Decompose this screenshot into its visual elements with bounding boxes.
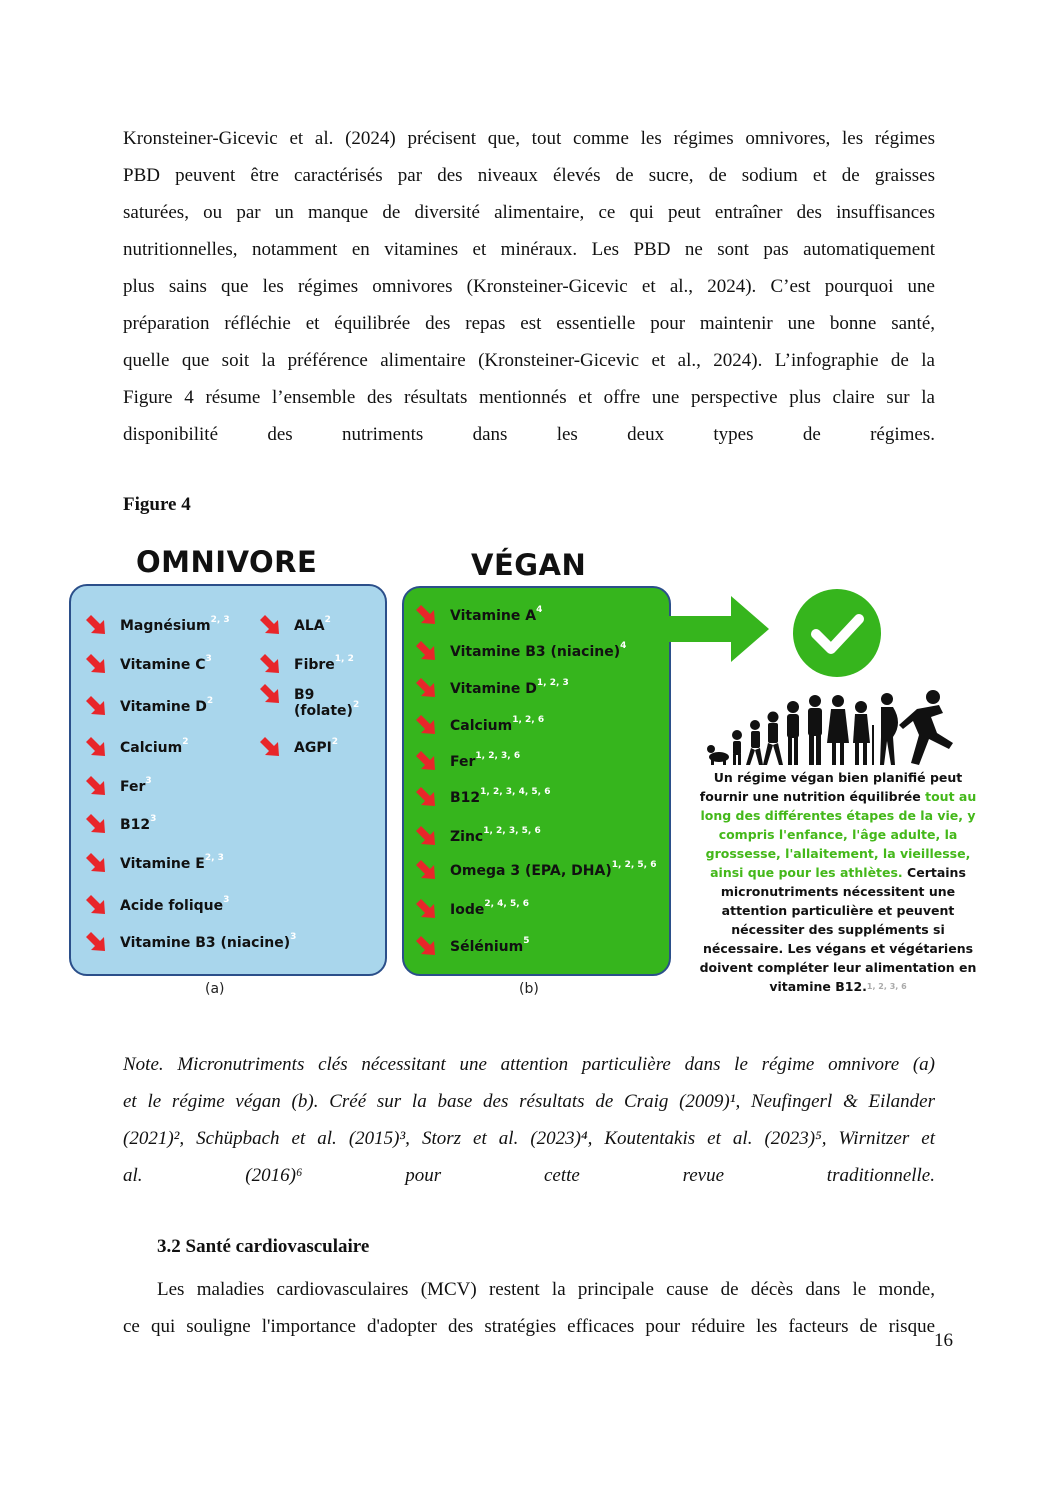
nutrient-name: Vitamine D — [450, 681, 537, 697]
nutrient-references: 2, 4, 5, 6 — [484, 899, 530, 909]
body-paragraph-1 — [123, 120, 935, 453]
down-arrow-icon — [83, 811, 109, 837]
nutrient-item — [294, 654, 354, 673]
nutrient-name: ALA — [294, 618, 325, 634]
down-arrow-icon — [83, 850, 109, 876]
nutrient-name: Vitamine C — [120, 657, 206, 673]
nutrient-references: 2 — [182, 737, 189, 747]
text-line: Les maladies cardiovasculaires (MCV) restent la principale cause de décès dans le monde, — [157, 1279, 935, 1300]
nutrient-name: Vitamine E — [120, 856, 205, 872]
down-arrow-icon — [83, 892, 109, 918]
nutrient-item — [294, 687, 359, 719]
nutrient-references: 1, 2, 3 — [536, 678, 569, 688]
down-arrow-icon — [257, 651, 283, 677]
nutrient-item — [120, 776, 152, 795]
text-line: Figure 4 résume l’ensemble des résultats mentionnés et offre une perspective plus claire sur la — [123, 387, 935, 408]
checkmark-icon — [792, 588, 882, 678]
text-line: ce qui souligne l'importance d'adopter des stratégies efficaces pour réduire les facteurs de risque — [123, 1316, 935, 1337]
nutrient-name: Fer — [120, 779, 146, 795]
nutrient-item — [450, 605, 543, 624]
nutrient-name: Magnésium — [120, 618, 211, 634]
nutrient-item — [450, 715, 545, 734]
nutrient-item — [120, 654, 212, 673]
nutrient-name: Omega 3 (EPA, DHA) — [450, 863, 612, 879]
nutrient-references: 1, 2, 3, 6 — [475, 751, 521, 761]
vegan-summary-text — [695, 768, 981, 996]
note-line: et le régime végan (b). Créé sur la base des résultats de Craig (2009)¹, Neufingerl & Eilander — [123, 1091, 935, 1112]
omnivore-sublabel: (a) — [205, 981, 225, 997]
note-line: Note. Micronutriments clés nécessitant une attention particulière dans le régime omnivore (a) — [123, 1054, 935, 1075]
nutrient-item — [120, 696, 214, 715]
down-arrow-icon — [413, 857, 439, 883]
down-arrow-icon — [413, 933, 439, 959]
text-line: saturées, ou par un manque de diversité alimentaire, ce qui peut entraîner des insuffisances — [123, 202, 935, 223]
figure-infographic — [65, 540, 985, 1010]
omnivore-panel — [69, 584, 387, 976]
nutrient-references: 1, 2, 5, 6 — [611, 860, 657, 870]
text-line: Kronsteiner-Gicevic et al. (2024) précisent que, tout comme les régimes omnivores, les régimes — [123, 128, 935, 149]
nutrient-references: 2 — [324, 615, 331, 625]
down-arrow-icon — [413, 602, 439, 628]
down-arrow-icon — [257, 681, 283, 707]
nutrient-name: B9 — [294, 687, 315, 703]
nutrient-item — [294, 615, 331, 634]
nutrient-item — [294, 737, 339, 756]
nutrient-name: Calcium — [120, 740, 183, 756]
nutrient-name: AGPI — [294, 740, 332, 756]
nutrient-item — [450, 678, 569, 697]
text-line: plus sains que les régimes omnivores (Kronsteiner-Gicevic et al., 2024). C’est pourquoi une — [123, 276, 935, 297]
section-heading: 3.2 Santé cardiovasculaire — [157, 1236, 370, 1257]
down-arrow-icon — [83, 773, 109, 799]
nutrient-references: 1, 2, 6 — [512, 715, 545, 725]
down-arrow-icon — [413, 712, 439, 738]
nutrient-item — [120, 814, 157, 833]
right-arrow-icon — [669, 596, 769, 662]
nutrient-references: 1, 2, 3, 5, 6 — [483, 826, 541, 836]
nutrient-references: 3 — [205, 654, 212, 664]
down-arrow-icon — [413, 823, 439, 849]
nutrient-name: B12 — [120, 817, 151, 833]
nutrient-item — [450, 899, 530, 918]
page-number: 16 — [934, 1330, 953, 1351]
nutrient-name: Zinc — [450, 829, 484, 845]
nutrient-name: B12 — [450, 790, 481, 806]
down-arrow-icon — [257, 734, 283, 760]
nutrient-item — [120, 895, 230, 914]
vegan-title: VÉGAN — [471, 548, 587, 582]
nutrient-references: 4 — [620, 641, 627, 651]
nutrient-name-cont: (folate) — [294, 703, 353, 719]
nutrient-references: 5 — [523, 936, 530, 946]
down-arrow-icon — [257, 612, 283, 638]
nutrient-name: Calcium — [450, 718, 513, 734]
nutrient-references: 3 — [290, 932, 297, 942]
omnivore-title: OMNIVORE — [136, 545, 318, 579]
nutrient-references: 2, 3 — [204, 853, 224, 863]
nutrient-references: 1, 2, 3, 4, 5, 6 — [480, 787, 551, 797]
nutrient-name: Fer — [450, 754, 476, 770]
down-arrow-icon — [83, 693, 109, 719]
nutrient-item — [120, 932, 297, 951]
nutrient-references: 2 — [331, 737, 339, 747]
nutrient-item — [450, 936, 530, 955]
note-line: al. (2016)⁶ pour cette revue traditionnelle. — [123, 1165, 935, 1186]
nutrient-name: Fibre — [294, 657, 335, 673]
down-arrow-icon — [83, 929, 109, 955]
text-line: PBD peuvent être caractérisés par des niveaux élevés de sucre, de sodium et de graisses — [123, 165, 935, 186]
nutrient-item — [120, 615, 230, 634]
figure-label: Figure 4 — [123, 494, 191, 515]
down-arrow-icon — [83, 651, 109, 677]
body-paragraph-2 — [123, 1271, 935, 1345]
nutrient-name: Vitamine D — [120, 699, 207, 715]
text-line: préparation réfléchie et équilibrée des repas est essentielle pour maintenir une bonne santé, — [123, 313, 935, 334]
human-life-stages-icon — [705, 685, 955, 765]
summary-part3: Certains micronutriments nécessitent une attention particulière et peuvent nécessiter des suppléments si nécessaire. Les végans et végétariens doivent compléter leur alimentation en vitamine B12. — [699, 865, 977, 994]
down-arrow-icon — [413, 896, 439, 922]
nutrient-references: 1, 2 — [334, 654, 354, 664]
nutrient-item — [450, 860, 657, 879]
nutrient-references: 2 — [206, 696, 214, 706]
nutrient-references: 2, 3 — [210, 615, 230, 625]
nutrient-item — [450, 787, 551, 806]
note-line: (2021)², Schüpbach et al. (2015)³, Storz et al. (2023)⁴, Koutentakis et al. (2023)⁵, Wirnitzer et — [123, 1128, 935, 1149]
summary-part1: Un régime végan bien planifié peut fournir une nutrition équilibrée — [699, 770, 963, 804]
text-line: disponibilité des nutriments dans les deux types de régimes. — [123, 424, 935, 445]
nutrient-item — [450, 826, 541, 845]
down-arrow-icon — [413, 748, 439, 774]
down-arrow-icon — [83, 612, 109, 638]
down-arrow-icon — [413, 638, 439, 664]
down-arrow-icon — [413, 675, 439, 701]
nutrient-references: 3 — [150, 814, 157, 824]
text-line: quelle que soit la préférence alimentaire (Kronsteiner-Gicevic et al., 2024). L’infographie de la — [123, 350, 935, 371]
nutrient-name: Acide folique — [120, 898, 224, 914]
nutrient-item — [120, 853, 224, 872]
down-arrow-icon — [413, 784, 439, 810]
nutrient-name: Iode — [450, 902, 485, 918]
down-arrow-icon — [83, 734, 109, 760]
summary-references: 1, 2, 3, 6 — [866, 982, 907, 991]
nutrient-references: 4 — [536, 605, 543, 615]
nutrient-name: Vitamine A — [450, 608, 537, 624]
vegan-sublabel: (b) — [519, 981, 539, 997]
nutrient-item — [450, 641, 627, 660]
text-line: nutritionnelles, notamment en vitamines et minéraux. Les PBD ne sont pas automatiquement — [123, 239, 935, 260]
nutrient-item — [120, 737, 189, 756]
figure-note — [123, 1046, 935, 1194]
nutrient-name: Vitamine B3 (niacine) — [450, 644, 621, 660]
nutrient-item — [450, 751, 521, 770]
nutrient-name: Sélénium — [450, 939, 524, 955]
nutrient-references: 3 — [145, 776, 152, 786]
summary-highlight: tout au long des différentes étapes de la vie, y compris l'enfance, l'âge adulte, la grossesse, l'allaitement, la vieillesse, ainsi que pour les athlètes. — [700, 789, 977, 880]
nutrient-name: Vitamine B3 (niacine) — [120, 935, 291, 951]
nutrient-references: 3 — [223, 895, 230, 905]
nutrient-references: 2 — [352, 700, 360, 710]
